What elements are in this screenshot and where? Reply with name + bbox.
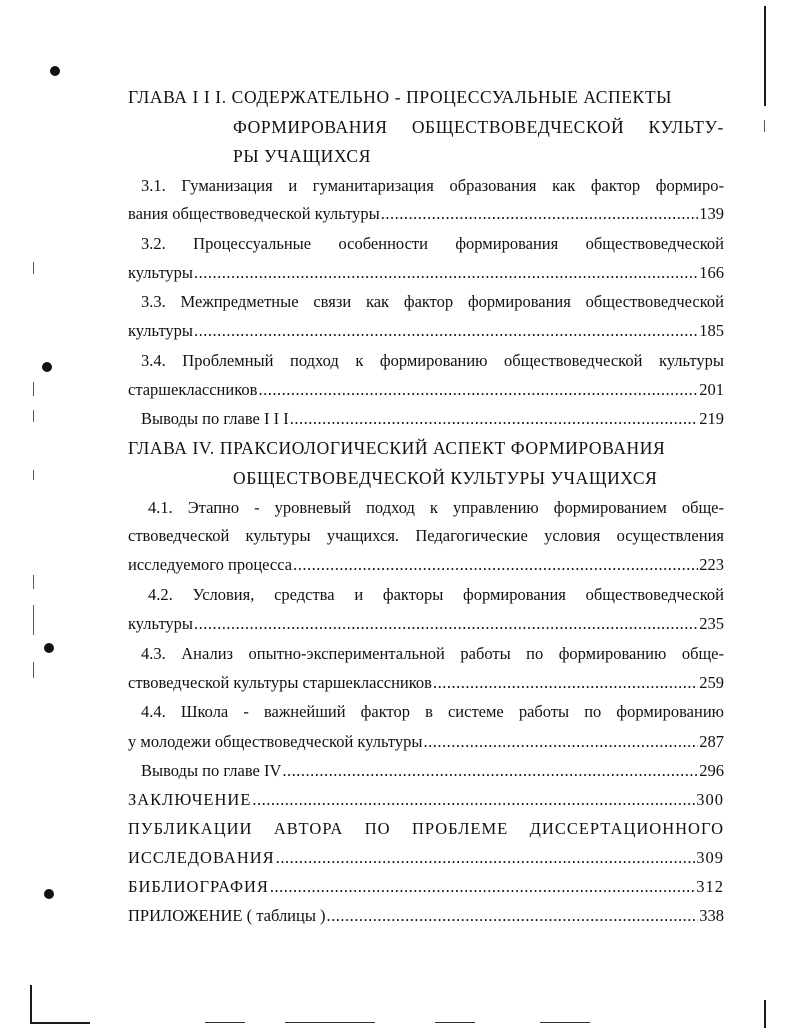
toc-3-3-page: 185 <box>699 321 724 340</box>
dot-leader <box>258 379 698 401</box>
dot-leader <box>194 320 698 342</box>
binding-hole-dot <box>44 889 54 899</box>
scan-tick <box>33 382 34 396</box>
scan-tick <box>33 410 34 422</box>
toc-3-1-line1: 3.1. Гуманизация и гуманитаризация образования как фактор формиро- <box>141 176 724 195</box>
toc-3-4-line1: 3.4. Проблемный подход к формированию обществоведческой культуры <box>141 351 724 370</box>
toc-3-4[interactable] <box>128 379 724 401</box>
toc-3-3[interactable] <box>128 320 724 342</box>
scan-edge-bottom <box>30 1022 90 1024</box>
toc-appendix-page: 338 <box>699 906 724 925</box>
scan-tick <box>33 575 34 589</box>
dot-leader <box>194 613 698 635</box>
toc-4-4[interactable] <box>128 731 724 753</box>
toc-conclusions-4[interactable] <box>141 760 724 782</box>
toc-4-2-page: 235 <box>699 614 724 633</box>
scan-dash <box>205 1022 245 1023</box>
chapter3-title-line1: ГЛАВА I I I. СОДЕРЖАТЕЛЬНО - ПРОЦЕССУАЛЬНЫЕ АСПЕКТЫ <box>128 87 672 107</box>
scan-dash <box>285 1022 375 1023</box>
toc-conclusions-4-page: 296 <box>699 761 724 780</box>
dot-leader <box>423 731 698 753</box>
toc-4-4-title: у молодежи обществоведческой культуры <box>128 732 423 751</box>
toc-3-3-title: культуры <box>128 321 194 340</box>
dot-leader <box>293 554 698 576</box>
scan-dash <box>435 1022 475 1023</box>
toc-conclusions-3-page: 219 <box>699 409 724 428</box>
toc-4-3[interactable] <box>128 672 724 694</box>
toc-appendix-title: ПРИЛОЖЕНИЕ ( таблицы ) <box>128 906 326 925</box>
dot-leader <box>194 262 698 284</box>
scan-tick <box>33 262 34 274</box>
dot-leader <box>290 408 699 430</box>
toc-4-2[interactable] <box>128 613 724 635</box>
dot-leader <box>282 760 698 782</box>
toc-3-3-line1: 3.3. Межпредметные связи как фактор формирования обществоведческой <box>141 292 724 311</box>
toc-publications-page: 309 <box>696 848 724 867</box>
toc-4-3-line1: 4.3. Анализ опытно-экспериментальной работы по формированию обще- <box>141 644 724 663</box>
toc-4-1[interactable] <box>128 554 724 576</box>
toc-4-4-line1: 4.4. Школа - важнейший фактор в системе работы по формированию <box>141 702 724 721</box>
toc-3-4-title: старшеклассников <box>128 380 258 399</box>
toc-3-2-page: 166 <box>699 263 724 282</box>
toc-conclusion[interactable] <box>128 789 724 811</box>
toc-4-1-page: 223 <box>699 555 724 574</box>
toc-4-1-line2: ствоведческой культуры учащихся. Педагогические условия осуществления <box>128 526 724 545</box>
dot-leader <box>270 876 695 898</box>
chapter4-title-line2: ОБЩЕСТВОВЕДЧЕСКОЙ КУЛЬТУРЫ УЧАЩИХСЯ <box>233 468 658 488</box>
binding-hole-dot <box>42 362 52 372</box>
toc-4-4-page: 287 <box>699 732 724 751</box>
toc-bibliography-title: БИБЛИОГРАФИЯ <box>128 877 269 896</box>
toc-conclusion-title: ЗАКЛЮЧЕНИЕ <box>128 790 252 809</box>
binding-hole-dot <box>44 643 54 653</box>
chapter3-title-line2: ФОРМИРОВАНИЯ ОБЩЕСТВОВЕДЧЕСКОЙ КУЛЬТУ- <box>233 117 724 137</box>
dot-leader <box>381 203 698 225</box>
toc-bibliography-page: 312 <box>696 877 724 896</box>
toc-3-2-title: культуры <box>128 263 194 282</box>
scan-edge-left <box>30 985 32 1023</box>
toc-3-1-title: вания обществоведческой культуры <box>128 204 380 223</box>
toc-conclusions-3[interactable] <box>141 408 724 430</box>
scan-tick <box>33 605 34 635</box>
toc-conclusion-page: 300 <box>696 790 724 809</box>
chapter4-title-line1: ГЛАВА IV. ПРАКСИОЛОГИЧЕСКИЙ АСПЕКТ ФОРМИРОВАНИЯ <box>128 438 666 458</box>
toc-4-2-title: культуры <box>128 614 194 633</box>
toc-3-2[interactable] <box>128 262 724 284</box>
toc-bibliography[interactable] <box>128 876 724 898</box>
toc-conclusions-4-title: Выводы по главе IV <box>141 761 282 780</box>
dot-leader <box>327 905 699 927</box>
toc-publications-line1: ПУБЛИКАЦИИ АВТОРА ПО ПРОБЛЕМЕ ДИССЕРТАЦИОННОГО <box>128 819 724 838</box>
binding-hole-dot <box>50 66 60 76</box>
toc-4-2-line1: 4.2. Условия, средства и факторы формирования обществоведческой <box>148 585 724 604</box>
scan-edge-right <box>764 6 766 106</box>
toc-publications-title: ИССЛЕДОВАНИЯ <box>128 848 275 867</box>
scan-edge-right-lower <box>764 1000 766 1028</box>
toc-4-1-line1: 4.1. Этапно - уровневый подход к управлению формированием обще- <box>148 498 724 517</box>
toc-appendix[interactable] <box>128 905 724 927</box>
toc-4-3-title: ствоведческой культуры старшеклассников <box>128 673 432 692</box>
toc-3-1[interactable] <box>128 203 724 225</box>
dot-leader <box>433 672 698 694</box>
toc-3-1-page: 139 <box>699 204 724 223</box>
scan-tick <box>33 470 34 480</box>
dot-leader <box>252 789 695 811</box>
toc-publications[interactable] <box>128 847 724 869</box>
toc-3-2-line1: 3.2. Процессуальные особенности формирования обществоведческой <box>141 234 724 253</box>
scan-dash <box>540 1022 590 1023</box>
toc-4-3-page: 259 <box>699 673 724 692</box>
dot-leader <box>276 847 696 869</box>
scan-tick <box>33 662 34 678</box>
toc-conclusions-3-title: Выводы по главе I I I <box>141 409 289 428</box>
toc-4-1-title: исследуемого процесса <box>128 555 293 574</box>
chapter3-title-line3: РЫ УЧАЩИХСЯ <box>233 146 371 166</box>
scan-tick <box>764 120 765 132</box>
toc-3-4-page: 201 <box>699 380 724 399</box>
